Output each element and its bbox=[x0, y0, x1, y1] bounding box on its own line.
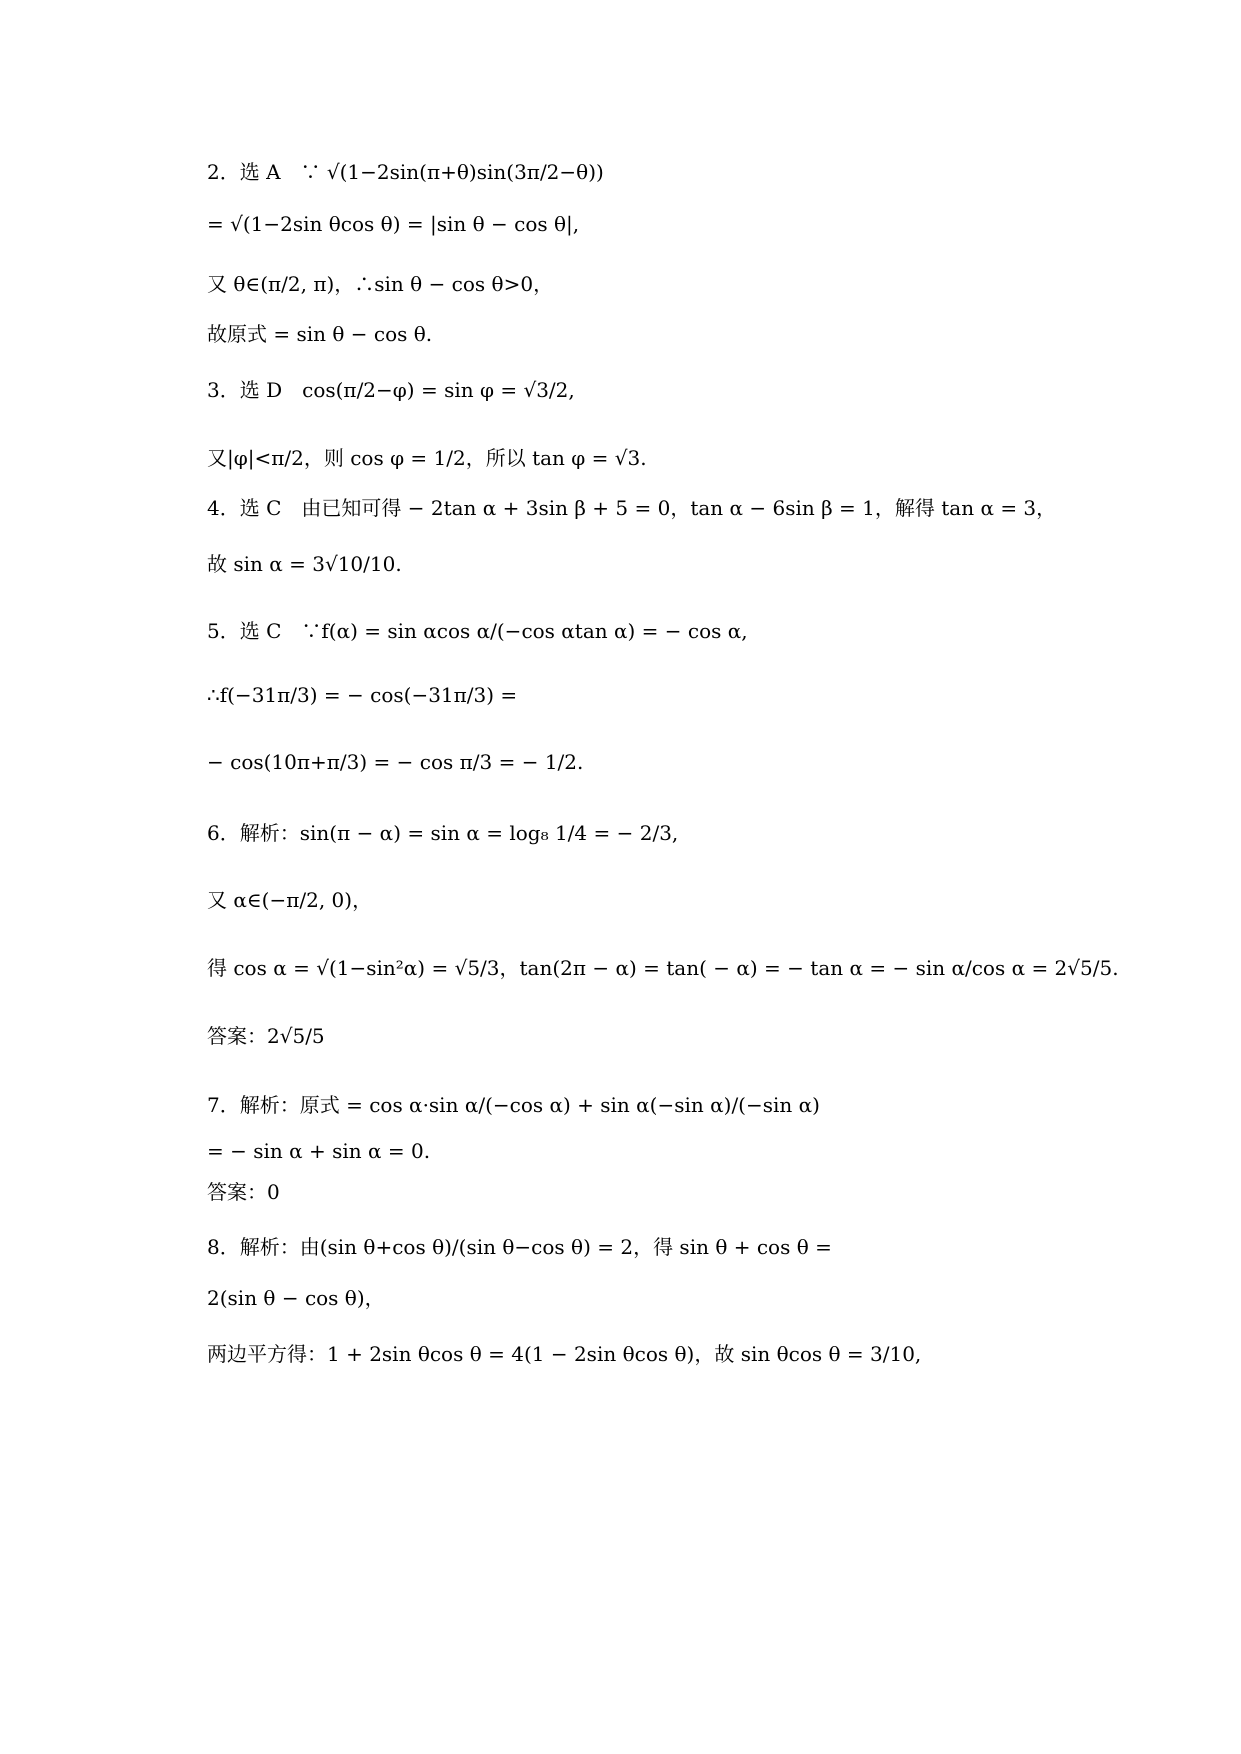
solution-line-16: 7．解析：原式 = cos α·sin α/(−cos α) + sin α(−sin α)/(−sin α) bbox=[207, 1093, 820, 1117]
solution-line-1: 2．选 A ∵ √(1−2sin(π+θ)sin(3π/2−θ)) bbox=[207, 160, 604, 184]
solution-line-8: 故 sin α = 3√10/10. bbox=[207, 552, 402, 576]
solution-line-14: 得 cos α = √(1−sin²α) = √5/3，tan(2π − α) = tan( − α) = − tan α = − sin α/cos α = 2√5/5. bbox=[207, 956, 1119, 980]
solution-line-13: 又 α∈(−π/2, 0)， bbox=[207, 888, 373, 912]
solution-line-5: 3．选 D cos(π/2−φ) = sin φ = √3/2, bbox=[207, 378, 575, 402]
solution-line-15: 答案：2√5/5 bbox=[207, 1024, 325, 1048]
solution-line-12: 6．解析：sin(π − α) = sin α = log₈ 1/4 = − 2/3, bbox=[207, 821, 679, 845]
solution-line-6: 又|φ|<π/2，则 cos φ = 1/2，所以 tan φ = √3. bbox=[207, 446, 647, 470]
solution-line-11: − cos(10π+π/3) = − cos π/3 = − 1/2. bbox=[207, 750, 584, 774]
solution-line-18: 答案：0 bbox=[207, 1180, 280, 1204]
solution-line-9: 5．选 C ∵f(α) = sin αcos α/(−cos αtan α) = − cos α, bbox=[207, 619, 748, 643]
solution-line-21: 两边平方得：1 + 2sin θcos θ = 4(1 − 2sin θcos θ)，故 sin θcos θ = 3/10, bbox=[207, 1342, 922, 1366]
solution-line-20: 2(sin θ − cos θ)， bbox=[207, 1286, 385, 1310]
solution-line-17: = − sin α + sin α = 0. bbox=[207, 1139, 431, 1163]
solution-line-7: 4．选 C 由已知可得 − 2tan α + 3sin β + 5 = 0，tan α − 6sin β = 1，解得 tan α = 3， bbox=[207, 496, 1057, 520]
solution-line-2: = √(1−2sin θcos θ) = |sin θ − cos θ|, bbox=[207, 212, 580, 236]
solution-line-4: 故原式 = sin θ − cos θ. bbox=[207, 322, 433, 346]
solution-line-19: 8．解析：由(sin θ+cos θ)/(sin θ−cos θ) = 2，得 sin θ + cos θ = bbox=[207, 1235, 832, 1259]
solution-line-10: ∴f(−31π/3) = − cos(−31π/3) = bbox=[207, 683, 518, 707]
solution-line-3: 又 θ∈(π/2, π)，∴sin θ − cos θ>0， bbox=[207, 272, 554, 296]
